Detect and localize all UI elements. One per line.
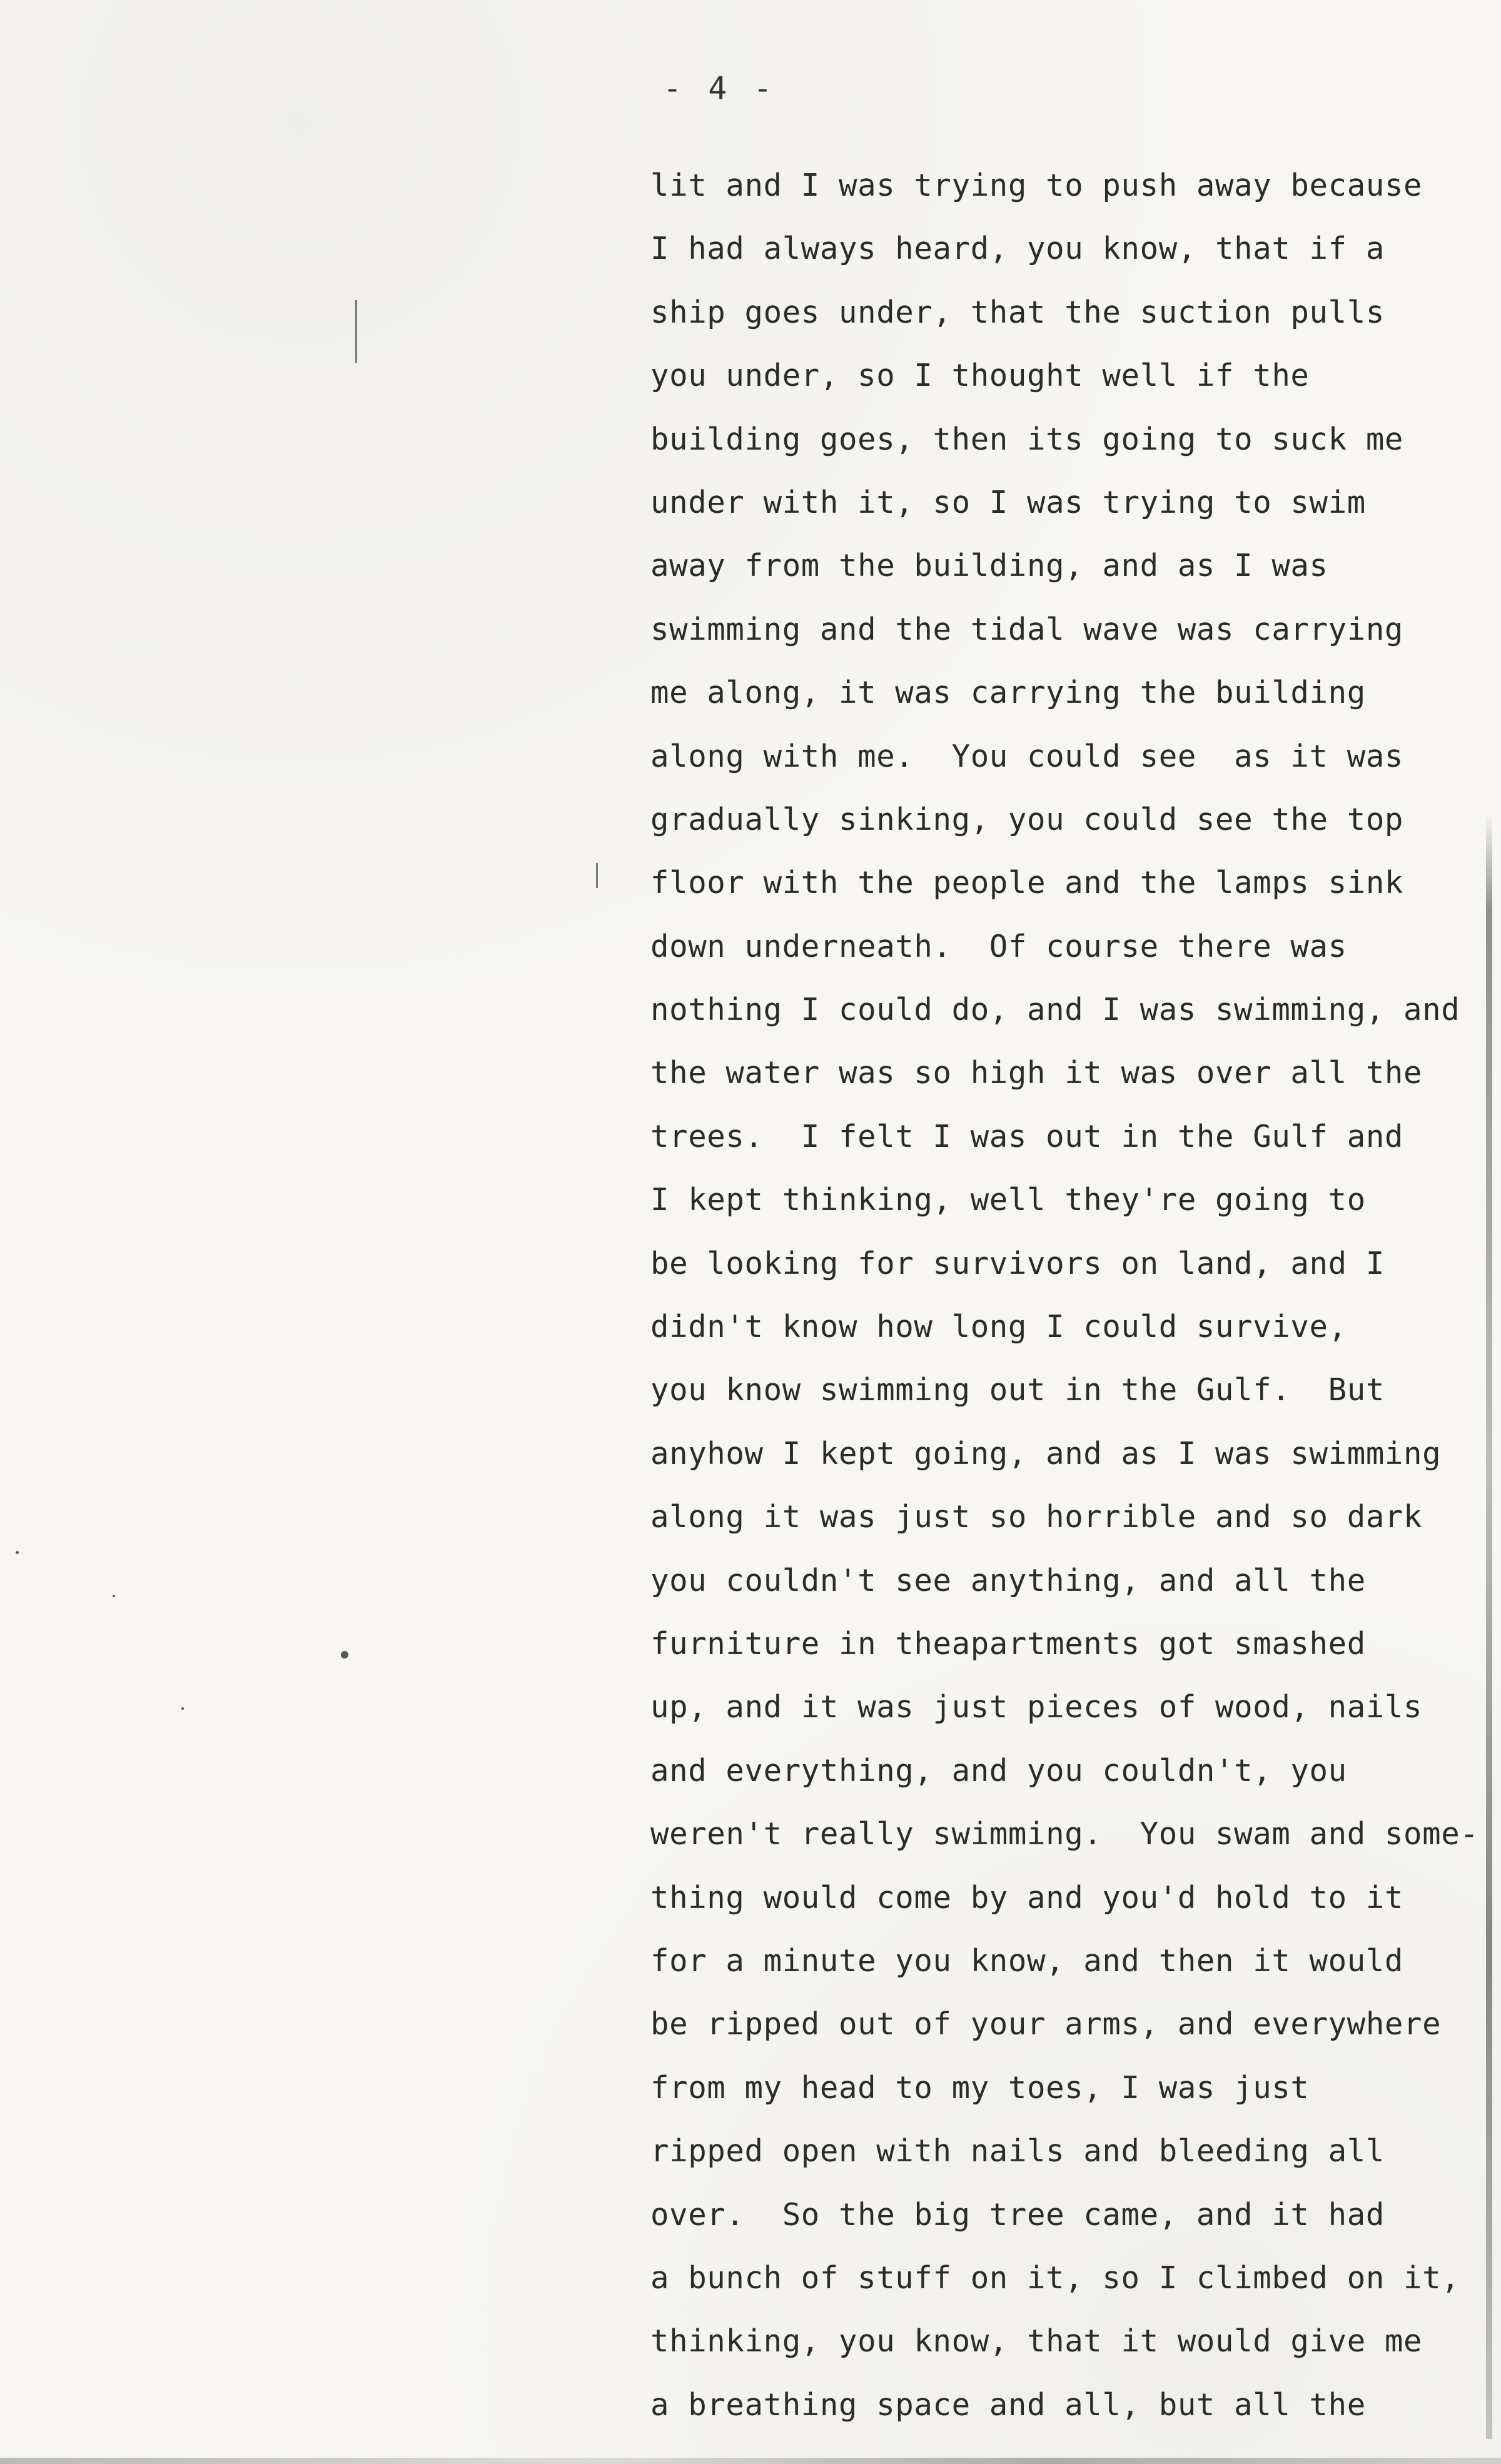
text-line: furniture in theapartments got smashed [650,1625,1366,1662]
text-line: me along, it was carrying the building [650,675,1366,711]
text-line: gradually sinking, you could see the top [650,801,1404,837]
scan-right-edge [1486,813,1492,2439]
text-line: up, and it was just pieces of wood, nails [650,1689,1423,1725]
text-line: for a minute you know, and then it would [650,1942,1404,1979]
text-line: you couldn't see anything, and all the [650,1562,1366,1598]
ink-speck [113,1595,115,1597]
text-line: away from the building, and as I was [650,548,1328,584]
text-line: you know swimming out in the Gulf. But [650,1372,1385,1408]
text-line: ship goes under, that the suction pulls [650,294,1385,330]
text-line: you under, so I thought well if the [650,358,1310,394]
scan-bottom-edge [0,2458,1501,2464]
ink-speck [16,1551,19,1554]
text-line: floor with the people and the lamps sink [650,865,1404,901]
stray-mark [355,300,357,363]
text-line: trees. I felt I was out in the Gulf and [650,1118,1404,1154]
text-line: building goes, then its going to suck me [650,421,1404,457]
text-line: weren't really swimming. You swam and some- [650,1816,1479,1852]
text-line: along with me. You could see as it was [650,738,1404,774]
text-line: lit and I was trying to push away because [650,168,1423,203]
text-line: under with it, so I was trying to swim [650,484,1366,520]
text-line: nothing I could do, and I was swimming, and [650,992,1460,1028]
text-line: I had always heard, you know, that if a [650,231,1385,267]
text-line: from my head to my toes, I was just [650,2069,1310,2106]
text-line: and everything, and you couldn't, you [650,1752,1347,1789]
text-line: the water was so high it was over all the [650,1055,1423,1091]
text-line: over. So the big tree came, and it had [650,2196,1385,2233]
text-line: a breathing space and all, but all the [650,2386,1366,2423]
text-line: be ripped out of your arms, and everywhere [650,2006,1442,2042]
page-number: - 4 - [663,70,776,106]
text-line: down underneath. Of course there was [650,928,1347,964]
text-line: swimming and the tidal wave was carrying [650,611,1404,647]
typed-text-body [650,164,1479,2446]
text-line: anyhow I kept going, and as I was swimming [650,1435,1442,1472]
text-line: a bunch of stuff on it, so I climbed on it, [650,2260,1460,2296]
text-line: didn't know how long I could survive, [650,1309,1347,1345]
text-line: be looking for survivors on land, and I [650,1245,1385,1281]
text-line: thinking, you know, that it would give me [650,2323,1423,2360]
stray-mark [596,863,598,888]
text-line: I kept thinking, well they're going to [650,1182,1366,1218]
ink-speck [181,1707,184,1710]
text-line: ripped open with nails and bleeding all [650,2133,1385,2169]
ink-speck [341,1651,348,1659]
text-line: thing would come by and you'd hold to it [650,1879,1404,1916]
text-line: along it was just so horrible and so dark [650,1499,1423,1535]
